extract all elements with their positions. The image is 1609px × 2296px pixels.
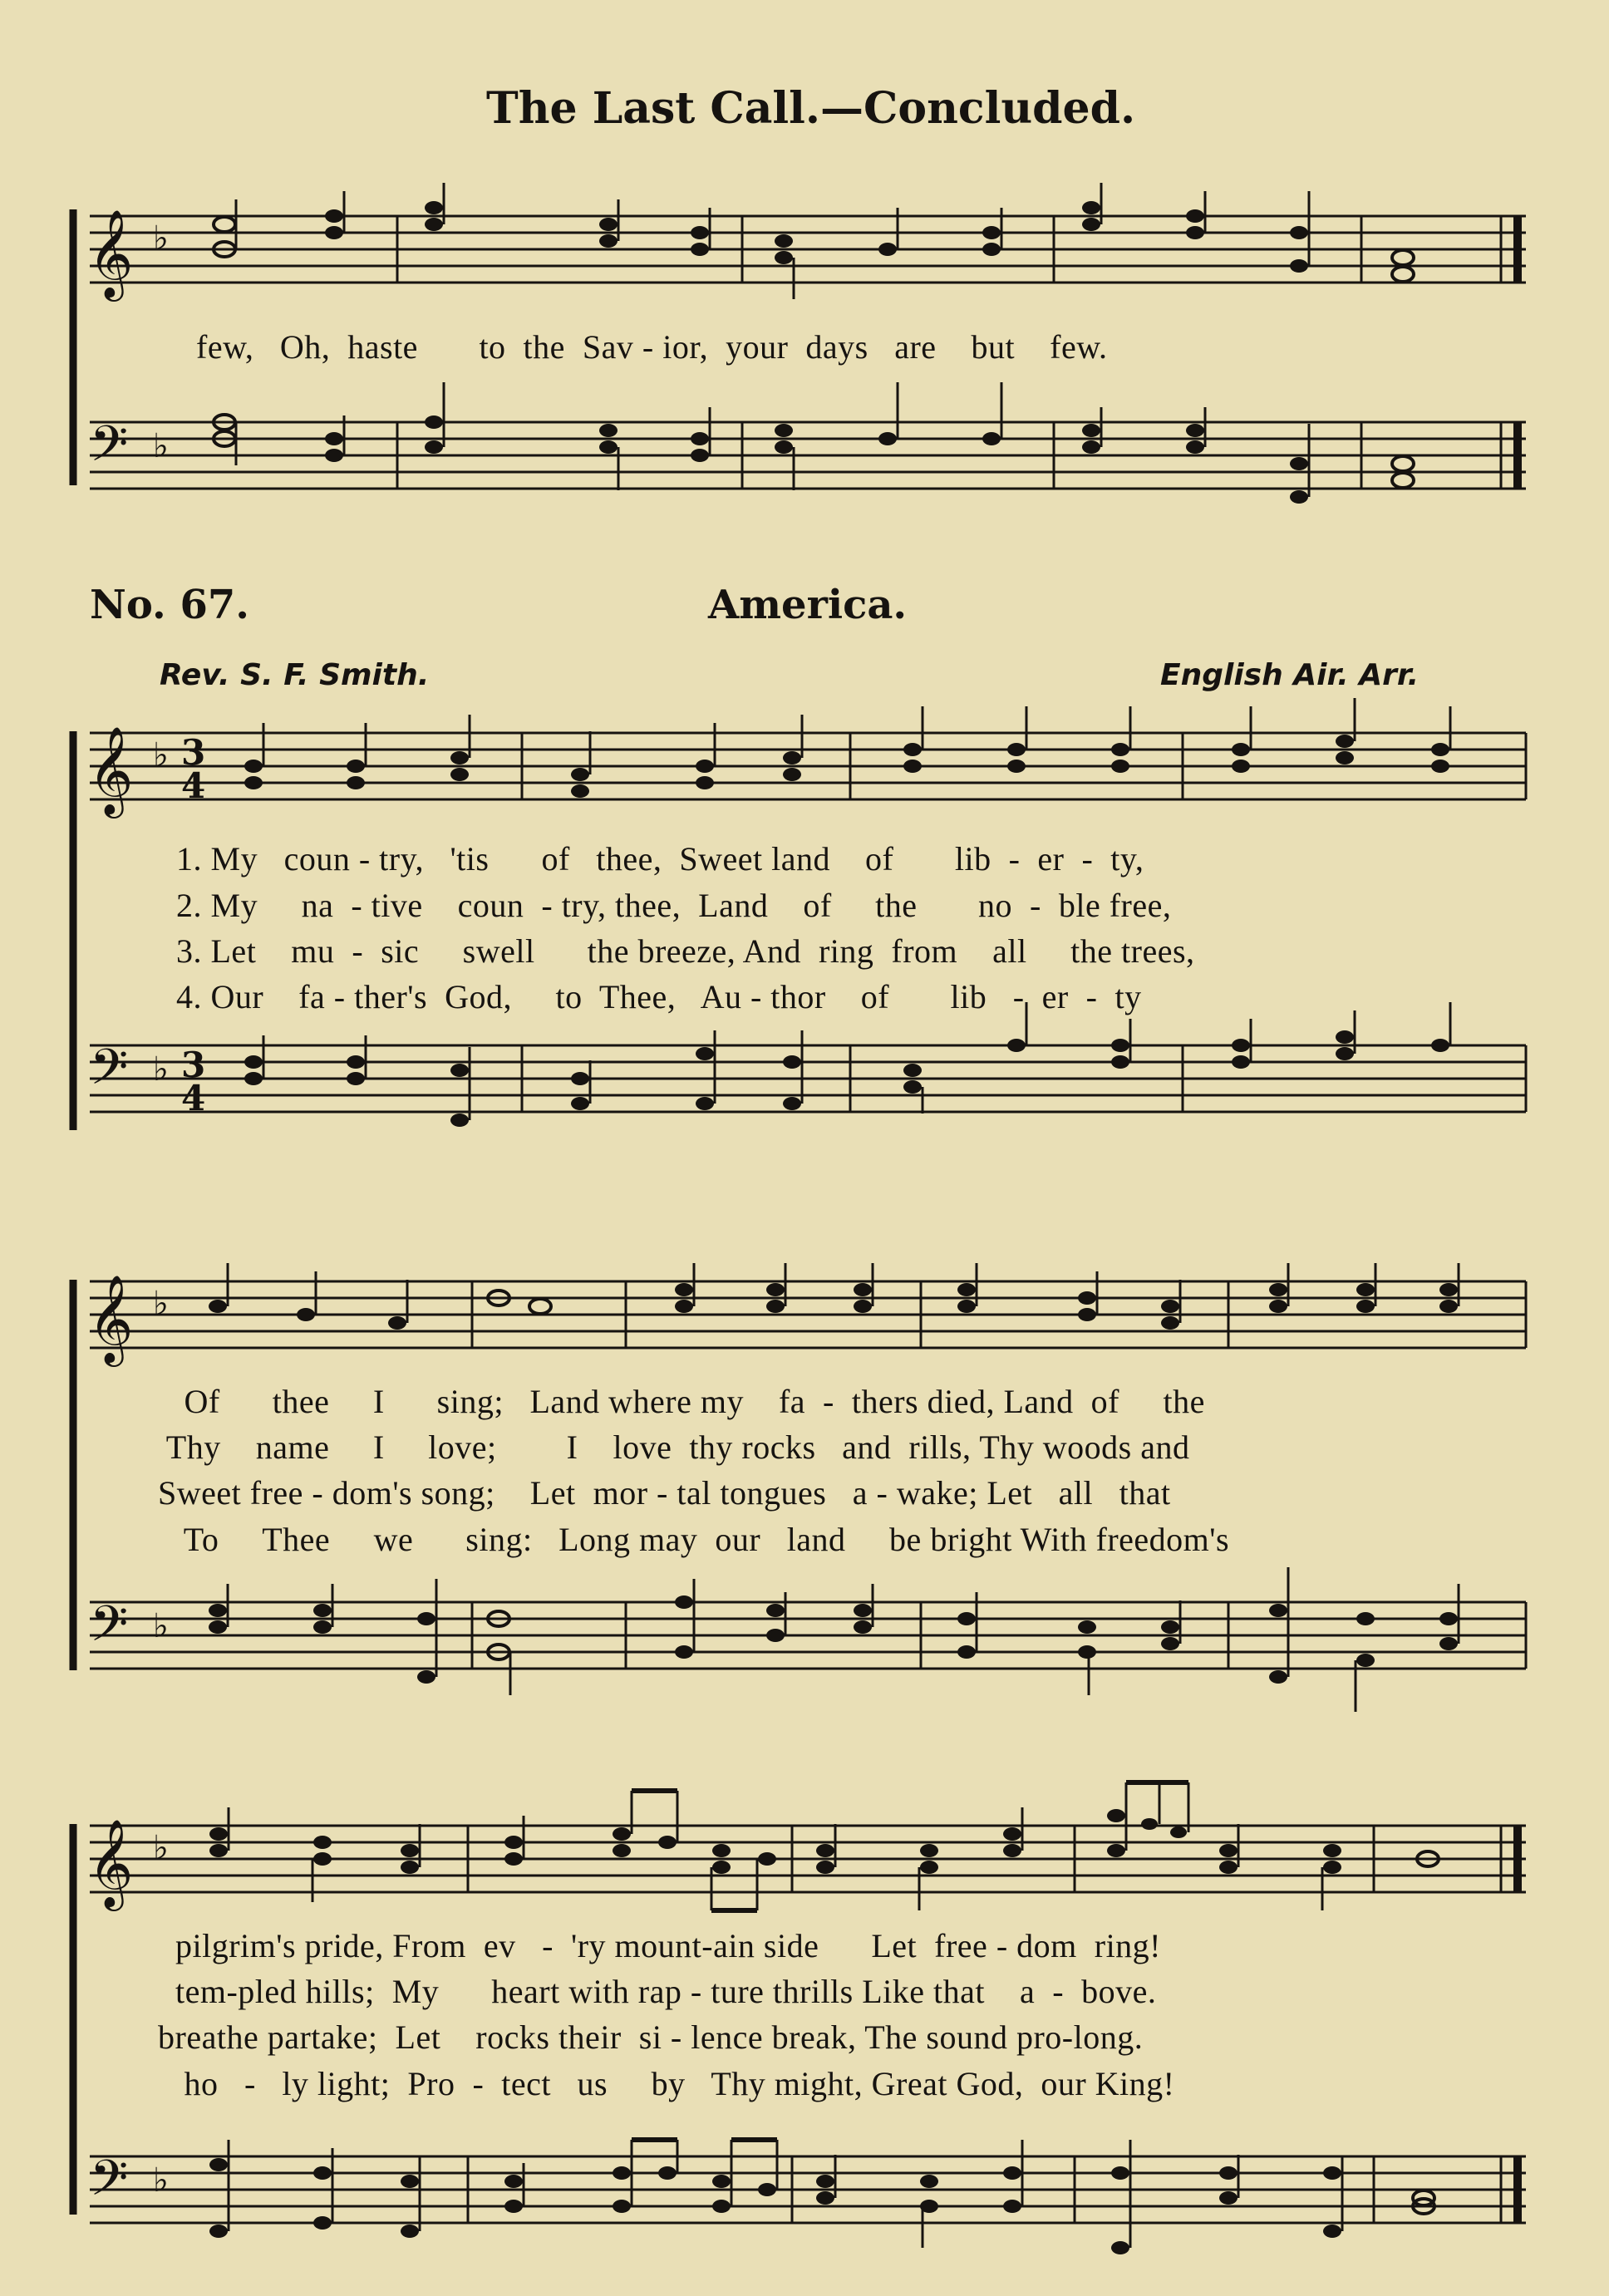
svg-text:3: 3 (181, 732, 206, 773)
america-verse-3-line-2: Sweet free - dom's song; Let mor - tal tongues a - wake; Let all that (158, 1474, 1171, 1512)
svg-text:𝄞: 𝄞 (88, 1274, 134, 1363)
svg-text:♭: ♭ (153, 1829, 169, 1867)
america-verse-1-line-2: Of thee I sing; Land where my fa - thers died, Land of the (158, 1383, 1205, 1420)
america-verse-4-line-2: To Thee we sing: Long may our land be bright With freedom's (158, 1521, 1230, 1558)
svg-text:𝄞: 𝄞 (88, 209, 134, 297)
hymn-title: America. (708, 582, 908, 628)
america-verse-2-line-3: tem-pled hills; My heart with rap - ture thrills Like that a - bove. (158, 1973, 1157, 2010)
svg-text:♭: ♭ (153, 427, 169, 465)
svg-text:3: 3 (181, 1045, 206, 1085)
america-verse-1-line-3: pilgrim's pride, From ev - 'ry mount-ain side Let free - dom ring! (158, 1927, 1161, 1964)
last-call-system (0, 0, 1609, 532)
svg-text:𝄢: 𝄢 (90, 2149, 129, 2219)
svg-text:♭: ♭ (153, 736, 169, 774)
lyricist-credit: Rev. S. F. Smith. (160, 658, 430, 692)
america-verse-2-line-2: Thy name I love; I love thy rocks and rills, Thy woods and (158, 1428, 1190, 1466)
svg-text:♭: ♭ (153, 1607, 169, 1645)
america-verse-3-line-1: 3. Let mu - sic swell the breeze, And ring from all the trees, (176, 932, 1195, 970)
last-call-heading: The Last Call.—Concluded. (486, 83, 1136, 134)
svg-text:𝄞: 𝄞 (88, 725, 134, 814)
composer-credit: English Air. Arr. (1160, 658, 1420, 692)
svg-text:4: 4 (181, 1078, 206, 1119)
svg-text:♭: ♭ (153, 2161, 169, 2200)
last-call-lyric: few, Oh, haste to the Sav - ior, your days are but few. (196, 328, 1108, 366)
svg-text:4: 4 (181, 765, 206, 806)
svg-text:𝄢: 𝄢 (90, 1038, 129, 1108)
svg-text:𝄢: 𝄢 (90, 415, 129, 484)
svg-text:𝄢: 𝄢 (90, 1595, 129, 1664)
svg-text:♭: ♭ (153, 1285, 169, 1323)
svg-text:𝄞: 𝄞 (88, 1818, 134, 1907)
america-verse-3-line-3: breathe partake; Let rocks their si - lence break, The sound pro-long. (158, 2018, 1144, 2056)
america-verse-2-line-1: 2. My na - tive coun - try, thee, Land of the no - ble free, (176, 887, 1172, 924)
america-verse-1-line-1: 1. My coun - try, 'tis of thee, Sweet land of lib - er - ty, (176, 840, 1144, 878)
america-verse-4-line-3: ho - ly light; Pro - tect us by Thy might, Great God, our King! (158, 2065, 1175, 2102)
svg-text:♭: ♭ (153, 219, 169, 258)
hymn-number: No. 67. (90, 582, 249, 628)
america-verse-4-line-1: 4. Our fa - ther's God, to Thee, Au - thor of lib - er - ty (176, 978, 1142, 1015)
svg-text:♭: ♭ (153, 1050, 169, 1089)
